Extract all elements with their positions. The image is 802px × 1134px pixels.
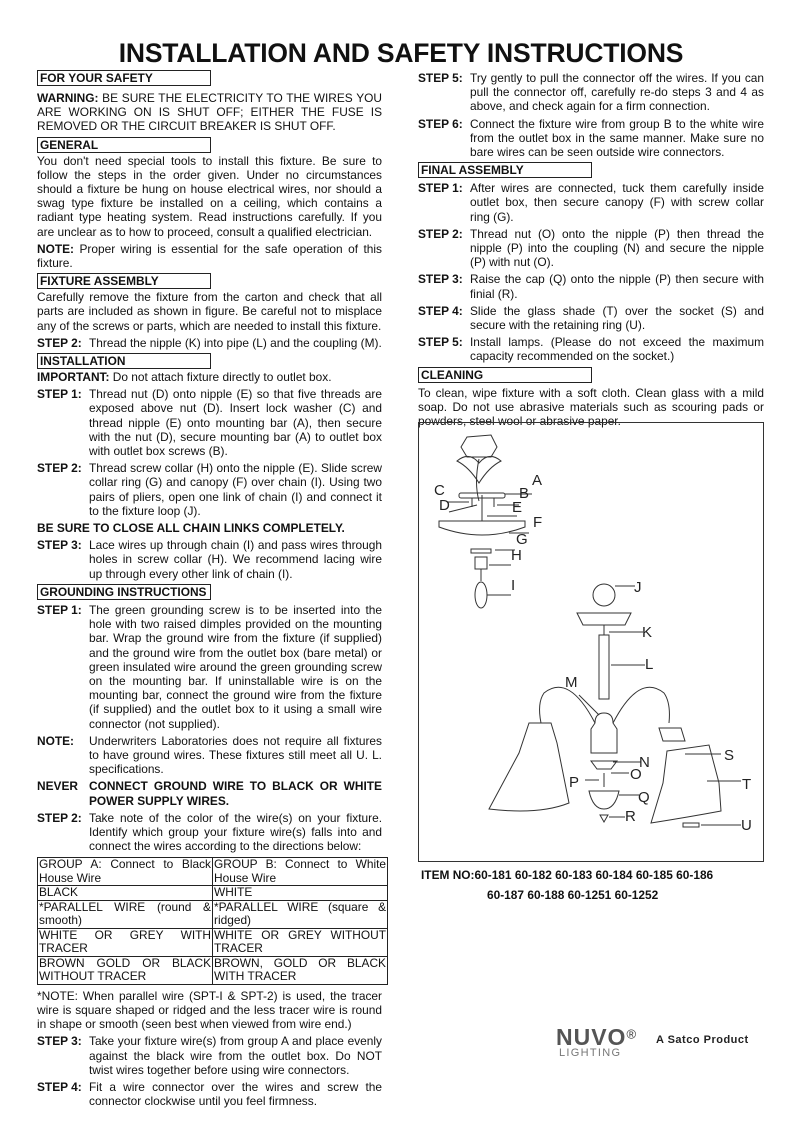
item-numbers-line-2: 60-187 60-188 60-1251 60-1252: [487, 888, 659, 902]
section-heading-final-assembly: FINAL ASSEMBLY: [418, 162, 592, 178]
label-h: H: [511, 547, 522, 564]
step-label: STEP 1:: [418, 181, 463, 196]
group-a-cell: BROWN GOLD OR BLACK WITHOUT TRACER: [39, 955, 211, 984]
note-text: Proper wiring is essential for the safe operation of this fixture.: [37, 241, 382, 271]
note-text: Underwriters Laboratories does not require all fixtures to have ground wires. These fixtures still meet all U. L. specifications.: [89, 733, 382, 777]
installation-step-3: [37, 538, 382, 581]
step-text: After wires are connected, tuck them carefully inside outlet box, then secure canopy (F) with screw collar ring (G).: [470, 181, 764, 224]
label-j: J: [634, 579, 642, 596]
left-arm-shape: [540, 687, 595, 723]
general-text: You don't need special tools to install this fixture. Be sure to follow the steps in the order given. Under no circumstances should a fixture be hung on house electrical wires, nor should a swag type fixture be installed on a ceiling, which contains a radiant type heating system. Read instructions carefully. If you are unclear as to how to proceed, consult a qualified electrician.: [37, 153, 382, 239]
final-step-1: [418, 181, 764, 224]
table-row: [38, 928, 388, 956]
step-text: Thread nut (O) onto the nipple (P) then thread the nipple (P) into the coupling (N) and secure the nipple (P) with nut (O).: [470, 226, 764, 270]
final-step-5: [418, 335, 764, 363]
item-numbers-line-1: ITEM NO:60-181 60-182 60-183 60-184 60-185 60-186: [421, 868, 714, 882]
grounding-step-4: [37, 1080, 382, 1108]
step-label: STEP 4:: [418, 303, 463, 318]
never-connect-warning: [37, 779, 382, 807]
step-label: STEP 3:: [418, 272, 463, 287]
step-label: STEP 3:: [37, 538, 82, 553]
step-label: STEP 6:: [418, 116, 463, 131]
page-title: INSTALLATION AND SAFETY INSTRUCTIONS: [118, 38, 684, 68]
label-l: L: [645, 656, 654, 673]
left-shade-shape: [489, 723, 569, 811]
grounding-step-3: [37, 1034, 382, 1077]
label-q: Q: [638, 789, 650, 806]
warning-text: BE SURE THE ELECTRICITY TO THE WIRES YOU ARE WORKING ON IS SHUT OFF; EITHER THE FUSE IS REMOVED OR THE CIRCUIT BREAKER IS SHUT OFF.: [37, 91, 382, 134]
label-t: T: [742, 776, 752, 793]
never-text: CONNECT GROUND WIRE TO BLACK OR WHITE POWER SUPPLY WIRES.: [89, 779, 382, 808]
cap-shape: [589, 791, 619, 809]
final-step-2: [418, 227, 764, 270]
screw-collar-shape: [475, 557, 487, 569]
label-d: D: [439, 497, 450, 514]
label-f: F: [533, 514, 543, 531]
fixture-parts-diagram: [418, 422, 764, 862]
important-label: IMPORTANT:: [37, 370, 110, 385]
registered-mark: ®: [626, 1026, 637, 1042]
section-heading-grounding: GROUNDING INSTRUCTIONS: [37, 584, 211, 600]
step-label: STEP 5:: [418, 71, 463, 85]
step-label: STEP 2:: [37, 461, 82, 476]
step-label: STEP 4:: [37, 1080, 82, 1095]
loop-cap-shape: [577, 613, 631, 625]
socket-shape: [659, 728, 685, 741]
wire-group-table: [37, 857, 388, 985]
center-body-shape: [591, 713, 617, 753]
label-r: R: [625, 808, 636, 825]
label-o: O: [630, 766, 642, 783]
leader-lines: [447, 494, 741, 825]
cleaning-text: To clean, wipe fixture with a soft cloth. Clean glass with a mild soap. Do not use abrasive materials such as scouring pads or powders, steel wool or abrasive paper.: [418, 385, 764, 429]
fixture-step-2: [37, 336, 382, 350]
step-text: Slide the glass shade (T) over the socket (S) and secure with the retaining ring (U).: [470, 303, 764, 333]
step-label: STEP 2:: [37, 335, 82, 350]
fixture-assembly-text: Carefully remove the fixture from the carton and check that all parts are included as shown in figure. Be careful not to misplace any of the screws or parts, which are needed to install this fixture.: [37, 290, 382, 333]
step-text: Thread the nipple (K) into pipe (L) and the coupling (M).: [89, 335, 382, 350]
final-step-3: [418, 272, 764, 300]
brand-name: NUVO: [556, 1024, 627, 1050]
label-k: K: [642, 624, 653, 641]
fixture-loop-shape: [593, 584, 615, 606]
grounding-step-5: [418, 71, 764, 114]
right-shade-shape: [651, 745, 721, 823]
right-arm-shape: [613, 687, 669, 723]
step-text: Take note of the color of the wire(s) on your fixture. Identify which group your fixture wire(s) falls into and connect the wires according to the directions below:: [89, 810, 382, 854]
body-assembly-drawing: [489, 584, 721, 827]
step-text: Thread screw collar (H) onto the nipple (E). Slide screw collar ring (G) and canopy (F) over chain (I). Using two pairs of pliers, open one link of chain (I) and connect it to the fixture loop (J).: [89, 461, 382, 518]
exploded-view-drawing: [419, 423, 763, 861]
important-text: Do not attach fixture directly to outlet box.: [109, 370, 332, 385]
wire-shape: [477, 459, 480, 501]
grounding-step-1: [37, 603, 382, 731]
step-text: Lace wires up through chain (I) and pass wires through holes in screw collar (H). We recommend lacing wire up through every other link of chain (I).: [89, 538, 382, 581]
group-b-cell: WHITE OR GREY WITHOUT TRACER: [214, 927, 386, 956]
step-text: Fit a wire connector over the wires and screw the connector clockwise until you feel firmness.: [89, 1080, 382, 1109]
step-text: The green grounding screw is to be inserted into the hole with two raised dimples provided on the mounting bar. Wrap the ground wire from the fixture (if supplied) and the ground wire from the outlet box (bare metal) or green insulated wire around the green grounding screw on the mounting bar. If uninstallable wire is on the mounting bar, connect the ground wire from the fixture (if supplied) and the outlet box to it using a small wire connector (not supplied).: [89, 602, 382, 731]
label-e: E: [512, 499, 523, 516]
installation-step-1: [37, 387, 382, 458]
installation-step-2: [37, 461, 382, 518]
brand-tagline: A Satco Product: [656, 1034, 749, 1046]
section-heading-general: GENERAL: [37, 137, 211, 153]
group-a-cell: *PARALLEL WIRE (round & smooth): [39, 899, 211, 928]
step-label: STEP 5:: [418, 335, 463, 350]
chain-notice: BE SURE TO CLOSE ALL CHAIN LINKS COMPLETELY.: [37, 521, 345, 536]
label-s: S: [724, 747, 735, 764]
group-a-cell: BLACK: [38, 886, 213, 901]
step-text: Connect the fixture wire from group B to the white wire from the outlet box in the same manner. Make sure no bare wires can be seen outside wire connectors.: [470, 116, 764, 160]
table-row: [38, 858, 388, 886]
label-a: A: [532, 472, 543, 489]
label-p: P: [569, 774, 580, 791]
collar-ring-shape: [471, 549, 491, 553]
group-b-cell: BROWN, GOLD OR BLACK WITH TRACER: [214, 955, 386, 984]
step-label: STEP 2:: [418, 226, 463, 241]
step-label: STEP 3:: [37, 1034, 82, 1049]
label-u: U: [741, 817, 752, 834]
table-row: [38, 886, 388, 901]
important-note: [37, 370, 382, 384]
label-b: B: [519, 485, 530, 502]
label-g: G: [516, 531, 528, 548]
grounding-step-2: [37, 811, 382, 854]
group-b-cell: *PARALLEL WIRE (square & ridged): [214, 899, 386, 928]
parallel-wire-note: *NOTE: When parallel wire (SPT-I & SPT-2) is used, the tracer wire is square shaped or ridged and the less tracer wire is round in shape or smooth (seen best when viewed from wire end.): [37, 988, 382, 1032]
brand-subtitle: LIGHTING: [559, 1047, 622, 1059]
note-label: NOTE:: [37, 241, 74, 256]
warning-label: WARNING:: [37, 91, 99, 105]
brand-logo: [556, 1024, 749, 1059]
retaining-ring-shape: [683, 823, 699, 827]
group-b-cell: GROUP B: Connect to White House Wire: [214, 857, 386, 885]
label-i: I: [511, 577, 516, 594]
step-label: STEP 1:: [37, 387, 82, 402]
pipe-shape: [599, 635, 609, 699]
never-label: NEVER: [37, 779, 78, 794]
outlet-box-shape: [461, 435, 497, 457]
section-heading-fixture-assembly: FIXTURE ASSEMBLY: [37, 273, 211, 289]
section-heading-cleaning: CLEANING: [418, 367, 592, 383]
chain-loop-shape: [475, 582, 487, 608]
left-column: [37, 68, 386, 1111]
group-a-cell: WHITE OR GREY WITH TRACER: [39, 927, 211, 956]
final-step-4: [418, 304, 764, 332]
label-n: N: [639, 754, 650, 771]
step-text: Install lamps. (Please do not exceed the maximum capacity recommended on the socket.): [470, 335, 764, 364]
right-column: [418, 71, 764, 431]
warning-paragraph: [37, 91, 382, 134]
step-label: STEP 2:: [37, 810, 82, 825]
note-label: NOTE:: [37, 733, 74, 748]
table-row: [38, 900, 388, 928]
step-text: Thread nut (D) onto nipple (E) so that five threads are exposed above nut (D). Insert lock washer (C) and thread nipple (E) onto mounting bar (A), then secure with the nut (D), secure mounting bar (A) to outlet box with outlet box screws (B).: [89, 387, 382, 459]
step-text: Take your fixture wire(s) from group A and place evenly against the black wire from the outlet box. Do NOT twist wires together before using wire connectors.: [89, 1034, 382, 1077]
step-text: Try gently to pull the connector off the wires. If you can pull the connector off, carefully re-do steps 3 and 4 as above, and check again for a firm connection.: [470, 71, 764, 114]
group-b-cell: WHITE: [213, 886, 388, 901]
label-c: C: [434, 482, 445, 499]
grounding-step-6: [418, 117, 764, 160]
label-m: M: [565, 674, 578, 691]
step-label: STEP 1:: [37, 602, 82, 617]
grounding-note: [37, 734, 382, 777]
finial-shape: [600, 815, 608, 822]
section-heading-installation: INSTALLATION: [37, 353, 211, 369]
general-note: [37, 242, 382, 270]
table-row: [38, 956, 388, 984]
group-a-cell: GROUP A: Connect to Black House Wire: [39, 857, 211, 885]
section-heading-safety: FOR YOUR SAFETY: [37, 70, 211, 86]
item-numbers: [421, 865, 713, 905]
step-text: Raise the cap (Q) onto the nipple (P) then secure with finial (R).: [470, 272, 764, 301]
